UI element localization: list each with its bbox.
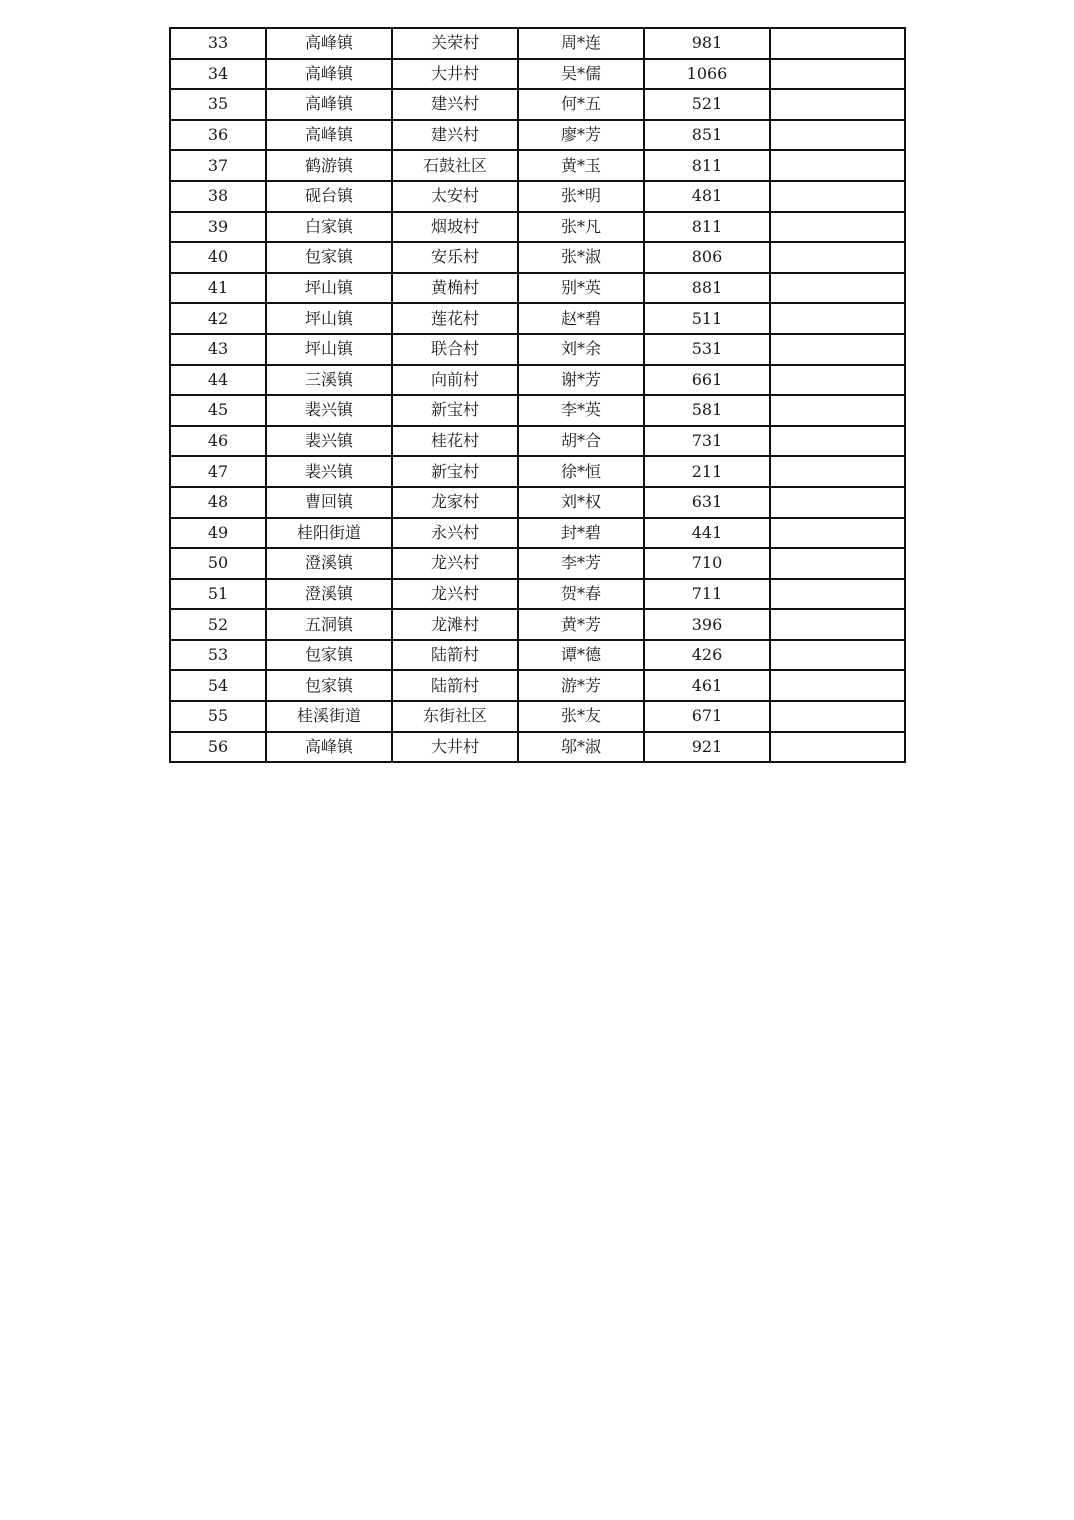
town-cell: 三溪镇 xyxy=(266,365,392,396)
note-cell xyxy=(770,334,905,365)
index-cell: 33 xyxy=(170,28,266,59)
note-cell xyxy=(770,28,905,59)
name-cell: 张*凡 xyxy=(518,212,644,243)
name-cell: 赵*碧 xyxy=(518,303,644,334)
table-row xyxy=(170,212,905,243)
table-row xyxy=(170,456,905,487)
village-cell: 新宝村 xyxy=(392,456,518,487)
amount-cell: 851 xyxy=(644,120,770,151)
table-row xyxy=(170,59,905,90)
table-row xyxy=(170,273,905,304)
name-cell: 胡*合 xyxy=(518,426,644,457)
note-cell xyxy=(770,456,905,487)
town-cell: 高峰镇 xyxy=(266,28,392,59)
amount-cell: 710 xyxy=(644,548,770,579)
amount-cell: 426 xyxy=(644,640,770,671)
table-row xyxy=(170,334,905,365)
amount-cell: 521 xyxy=(644,89,770,120)
index-cell: 41 xyxy=(170,273,266,304)
amount-cell: 811 xyxy=(644,212,770,243)
note-cell xyxy=(770,395,905,426)
note-cell xyxy=(770,732,905,763)
note-cell xyxy=(770,59,905,90)
town-cell: 高峰镇 xyxy=(266,59,392,90)
note-cell xyxy=(770,487,905,518)
note-cell xyxy=(770,579,905,610)
table-row xyxy=(170,242,905,273)
table-row xyxy=(170,120,905,151)
note-cell xyxy=(770,120,905,151)
index-cell: 35 xyxy=(170,89,266,120)
village-cell: 龙兴村 xyxy=(392,579,518,610)
name-cell: 刘*余 xyxy=(518,334,644,365)
town-cell: 澄溪镇 xyxy=(266,579,392,610)
name-cell: 别*英 xyxy=(518,273,644,304)
amount-cell: 811 xyxy=(644,150,770,181)
beneficiary-table xyxy=(169,27,906,763)
name-cell: 游*芳 xyxy=(518,670,644,701)
town-cell: 裴兴镇 xyxy=(266,426,392,457)
index-cell: 48 xyxy=(170,487,266,518)
name-cell: 何*五 xyxy=(518,89,644,120)
note-cell xyxy=(770,212,905,243)
name-cell: 周*连 xyxy=(518,28,644,59)
amount-cell: 461 xyxy=(644,670,770,701)
note-cell xyxy=(770,640,905,671)
town-cell: 包家镇 xyxy=(266,670,392,701)
village-cell: 龙滩村 xyxy=(392,609,518,640)
note-cell xyxy=(770,426,905,457)
name-cell: 徐*恒 xyxy=(518,456,644,487)
town-cell: 高峰镇 xyxy=(266,120,392,151)
note-cell xyxy=(770,89,905,120)
table-row xyxy=(170,395,905,426)
village-cell: 永兴村 xyxy=(392,518,518,549)
note-cell xyxy=(770,242,905,273)
village-cell: 烟坡村 xyxy=(392,212,518,243)
name-cell: 刘*权 xyxy=(518,487,644,518)
note-cell xyxy=(770,150,905,181)
name-cell: 黄*芳 xyxy=(518,609,644,640)
village-cell: 东街社区 xyxy=(392,701,518,732)
index-cell: 47 xyxy=(170,456,266,487)
index-cell: 34 xyxy=(170,59,266,90)
amount-cell: 806 xyxy=(644,242,770,273)
note-cell xyxy=(770,701,905,732)
name-cell: 邬*淑 xyxy=(518,732,644,763)
index-cell: 56 xyxy=(170,732,266,763)
index-cell: 52 xyxy=(170,609,266,640)
table-body xyxy=(170,28,905,762)
village-cell: 太安村 xyxy=(392,181,518,212)
name-cell: 廖*芳 xyxy=(518,120,644,151)
amount-cell: 631 xyxy=(644,487,770,518)
note-cell xyxy=(770,181,905,212)
name-cell: 黄*玉 xyxy=(518,150,644,181)
index-cell: 42 xyxy=(170,303,266,334)
amount-cell: 711 xyxy=(644,579,770,610)
town-cell: 坪山镇 xyxy=(266,303,392,334)
amount-cell: 731 xyxy=(644,426,770,457)
village-cell: 龙家村 xyxy=(392,487,518,518)
index-cell: 40 xyxy=(170,242,266,273)
town-cell: 桂溪街道 xyxy=(266,701,392,732)
amount-cell: 481 xyxy=(644,181,770,212)
note-cell xyxy=(770,273,905,304)
table-row xyxy=(170,518,905,549)
index-cell: 46 xyxy=(170,426,266,457)
index-cell: 45 xyxy=(170,395,266,426)
table-row xyxy=(170,89,905,120)
town-cell: 包家镇 xyxy=(266,242,392,273)
amount-cell: 396 xyxy=(644,609,770,640)
name-cell: 李*芳 xyxy=(518,548,644,579)
town-cell: 裴兴镇 xyxy=(266,456,392,487)
index-cell: 55 xyxy=(170,701,266,732)
town-cell: 澄溪镇 xyxy=(266,548,392,579)
table-row xyxy=(170,670,905,701)
village-cell: 桂花村 xyxy=(392,426,518,457)
note-cell xyxy=(770,365,905,396)
town-cell: 裴兴镇 xyxy=(266,395,392,426)
name-cell: 张*明 xyxy=(518,181,644,212)
village-cell: 黄桷村 xyxy=(392,273,518,304)
amount-cell: 981 xyxy=(644,28,770,59)
table-row xyxy=(170,609,905,640)
amount-cell: 211 xyxy=(644,456,770,487)
index-cell: 44 xyxy=(170,365,266,396)
name-cell: 贺*春 xyxy=(518,579,644,610)
village-cell: 建兴村 xyxy=(392,120,518,151)
amount-cell: 881 xyxy=(644,273,770,304)
amount-cell: 531 xyxy=(644,334,770,365)
village-cell: 大井村 xyxy=(392,732,518,763)
town-cell: 坪山镇 xyxy=(266,273,392,304)
town-cell: 曹回镇 xyxy=(266,487,392,518)
town-cell: 五洞镇 xyxy=(266,609,392,640)
table-row xyxy=(170,701,905,732)
village-cell: 联合村 xyxy=(392,334,518,365)
note-cell xyxy=(770,609,905,640)
town-cell: 砚台镇 xyxy=(266,181,392,212)
index-cell: 49 xyxy=(170,518,266,549)
name-cell: 张*友 xyxy=(518,701,644,732)
town-cell: 桂阳街道 xyxy=(266,518,392,549)
table-row xyxy=(170,150,905,181)
note-cell xyxy=(770,670,905,701)
name-cell: 张*淑 xyxy=(518,242,644,273)
index-cell: 50 xyxy=(170,548,266,579)
village-cell: 陆箭村 xyxy=(392,670,518,701)
amount-cell: 511 xyxy=(644,303,770,334)
village-cell: 龙兴村 xyxy=(392,548,518,579)
table-row xyxy=(170,487,905,518)
village-cell: 大井村 xyxy=(392,59,518,90)
amount-cell: 671 xyxy=(644,701,770,732)
village-cell: 新宝村 xyxy=(392,395,518,426)
index-cell: 53 xyxy=(170,640,266,671)
name-cell: 谭*德 xyxy=(518,640,644,671)
table-row xyxy=(170,426,905,457)
amount-cell: 921 xyxy=(644,732,770,763)
town-cell: 鹤游镇 xyxy=(266,150,392,181)
village-cell: 莲花村 xyxy=(392,303,518,334)
table-row xyxy=(170,548,905,579)
name-cell: 李*英 xyxy=(518,395,644,426)
village-cell: 陆箭村 xyxy=(392,640,518,671)
name-cell: 吴*儒 xyxy=(518,59,644,90)
town-cell: 高峰镇 xyxy=(266,89,392,120)
table-row xyxy=(170,579,905,610)
amount-cell: 1066 xyxy=(644,59,770,90)
note-cell xyxy=(770,548,905,579)
table-row xyxy=(170,640,905,671)
index-cell: 54 xyxy=(170,670,266,701)
note-cell xyxy=(770,303,905,334)
index-cell: 37 xyxy=(170,150,266,181)
amount-cell: 441 xyxy=(644,518,770,549)
amount-cell: 581 xyxy=(644,395,770,426)
name-cell: 封*碧 xyxy=(518,518,644,549)
table-row xyxy=(170,365,905,396)
table-row xyxy=(170,303,905,334)
table-row xyxy=(170,181,905,212)
index-cell: 51 xyxy=(170,579,266,610)
index-cell: 38 xyxy=(170,181,266,212)
village-cell: 关荣村 xyxy=(392,28,518,59)
village-cell: 石鼓社区 xyxy=(392,150,518,181)
town-cell: 白家镇 xyxy=(266,212,392,243)
town-cell: 坪山镇 xyxy=(266,334,392,365)
town-cell: 包家镇 xyxy=(266,640,392,671)
village-cell: 建兴村 xyxy=(392,89,518,120)
table-row xyxy=(170,732,905,763)
village-cell: 安乐村 xyxy=(392,242,518,273)
index-cell: 39 xyxy=(170,212,266,243)
name-cell: 谢*芳 xyxy=(518,365,644,396)
index-cell: 43 xyxy=(170,334,266,365)
table-row xyxy=(170,28,905,59)
amount-cell: 661 xyxy=(644,365,770,396)
note-cell xyxy=(770,518,905,549)
village-cell: 向前村 xyxy=(392,365,518,396)
town-cell: 高峰镇 xyxy=(266,732,392,763)
index-cell: 36 xyxy=(170,120,266,151)
